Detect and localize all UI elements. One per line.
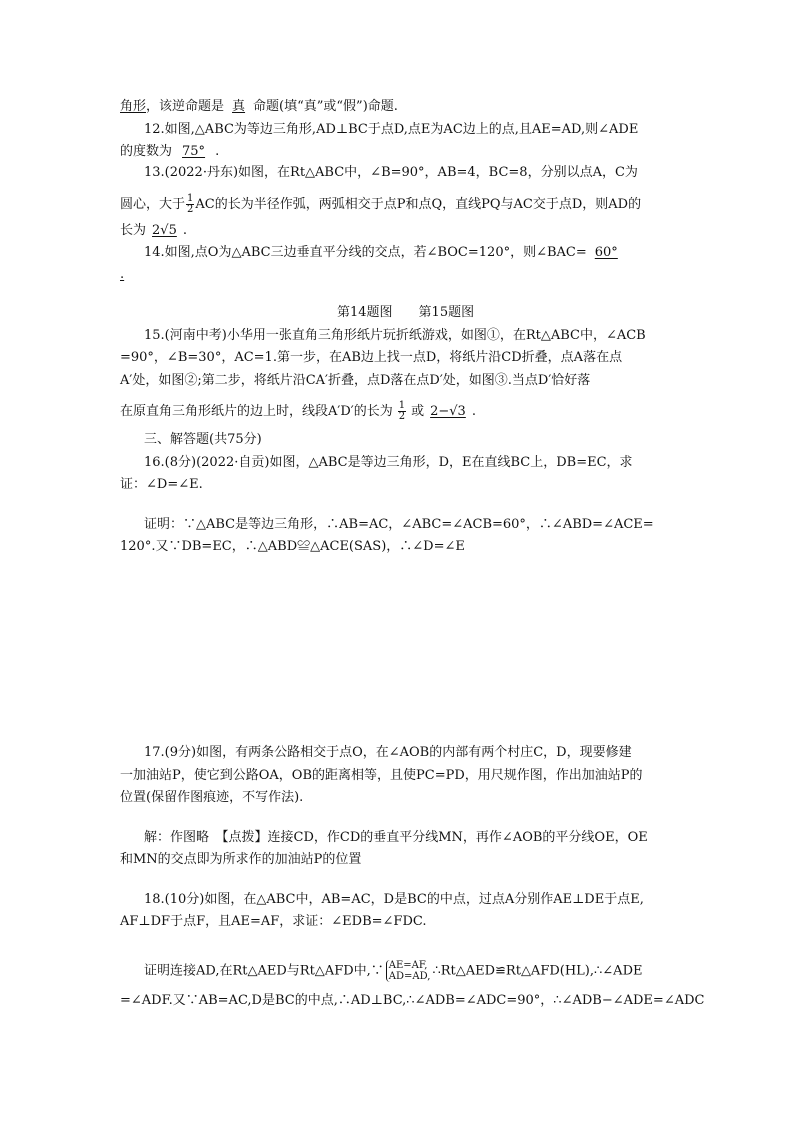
q13-answer: 2√5 [152,223,177,238]
q13-frac-den: 2 [187,204,194,215]
q14-line1 [144,244,626,262]
q17-line2: 一加油站P，使它到公路OA，OB的距离相等，且使PC=PD，用尺规作图，作出加油站P的 [120,768,643,783]
q15-fraction [398,401,406,422]
q18-proof-line2: =∠ADF.又∵AB=AC,D是BC的中点,∴AD⊥BC,∴∠ADB=∠ADC=90°，∴∠ADB−∠ADE=∠ADC [120,993,705,1008]
q15-line4b: 或 [411,404,425,419]
q15-line4c: . [471,404,476,419]
q15-answer2: 2−√3 [430,404,466,419]
q16-proof-line2: 120°.又∵DB=EC，∴△ABD≌△ACE(SAS)，∴∠D=∠E [120,539,465,554]
q18-line2: AF⊥DF于点F，且AE=AF，求证：∠EDB=∠FDC. [120,914,427,929]
q17-line3: 位置(保留作图痕迹，不写作法). [120,790,304,805]
q15-line4 [120,401,476,422]
q15-line3: A′处，如图②;第二步，将纸片沿CA′折叠，点D落在点D′处，如图③.当点D′恰好落 [120,373,591,388]
q18-brace-row2: AD=AD, [388,971,431,982]
q15-frac-num: 1 [398,400,406,411]
q13-line2a: 圆心，大于 [120,197,186,212]
q13-fraction [186,194,194,215]
q16-line2: 证：∠D=∠E. [120,477,203,492]
q11-tail [120,98,398,116]
q14-line2: . [120,267,125,282]
q11-tail-a: 角形 [120,99,147,114]
q14-line2 [120,266,124,284]
section-heading: 三、解答题(共75分) [144,432,262,447]
q18-proof-line1a: 证明连接AD,在Rt△AED与Rt△AFD中,∵ [144,963,384,979]
q11-answer: 真 [232,99,246,114]
q13-line2b: AC的长为半径作弧，两弧相交于点P和点Q，直线PQ与AC交于点D，则AD的 [195,197,642,212]
q17-solution-line1: 解：作图略 【点拨】连接CD，作CD的垂直平分线MN，再作∠AOB的平分线OE，OE [144,830,648,845]
q18-proof-line1b: ∴Rt△AED≌Rt△AFD(HL),∴∠ADE [432,963,643,979]
q12-line2 [120,143,219,161]
q12-line2a: 的度数为 [120,144,173,159]
q12-line2b: . [215,144,220,159]
q13-line3 [120,222,187,240]
figure-captions: 第14题图 第15题图 [337,305,475,320]
q11-tail-c: 命题(填“真”或“假”)命题. [253,99,398,114]
q12-answer: 75° [182,144,206,159]
q18-line1: 18.(10分)如图，在△ABC中，AB=AC，D是BC的中点，过点A分别作AE⊥DE于点E, [144,892,644,907]
q18-proof-line1 [144,960,642,982]
q15-frac-den: 2 [398,411,406,422]
q15-line4a: 在原直角三角形纸片的边上时，线段A′D′的长为 [120,404,393,419]
q16-line1: 16.(8分)(2022·自贡)如图，△ABC是等边三角形，D，E在直线BC上，DB=EC，求 [144,455,633,470]
q13-line2 [120,194,641,215]
q13-frac-num: 1 [187,193,194,204]
q11-tail-b: ，该逆命题是 [146,99,225,114]
q17-line1: 17.(9分)如图，有两条公路相交于点O，在∠AOB的内部有两个村庄C，D，现要修建 [144,745,632,760]
q16-proof-line1: 证明：∵△ABC是等边三角形，∴AB=AC，∠ABC=∠ACB=60°，∴∠ABD=∠ACE= [144,517,654,532]
q18-brace-row1: AE=AF, [388,960,428,971]
q13-line3b: . [182,223,187,238]
q14-line1a: 14.如图,点O为△ABC三边垂直平分线的交点，若∠BOC=120°，则∠BAC= [144,245,587,260]
q15-line1: 15.(河南中考)小华用一张直角三角形纸片玩折纸游戏，如图①，在Rt△ABC中，∠ACB [144,328,646,343]
q14-answer: 60° [594,245,618,260]
q15-line2: =90°，∠B=30°，AC=1.第一步，在AB边上找一点D，将纸片沿CD折叠，点A落在点 [120,350,623,365]
q12-line1: 12.如图,△ABC为等边三角形,AD⊥BC于点D,点E为AC边上的点,且AE=AD,则∠ADE [144,122,639,137]
q17-solution-line2: 和MN的交点即为所求作的加油站P的位置 [120,852,362,867]
q18-brace [386,960,431,982]
q13-line3a: 长为 [120,223,147,238]
q13-line1: 13.(2022·丹东)如图，在Rt△ABC中，∠B=90°，AB=4，BC=8，分别以点A，C为 [144,165,638,180]
